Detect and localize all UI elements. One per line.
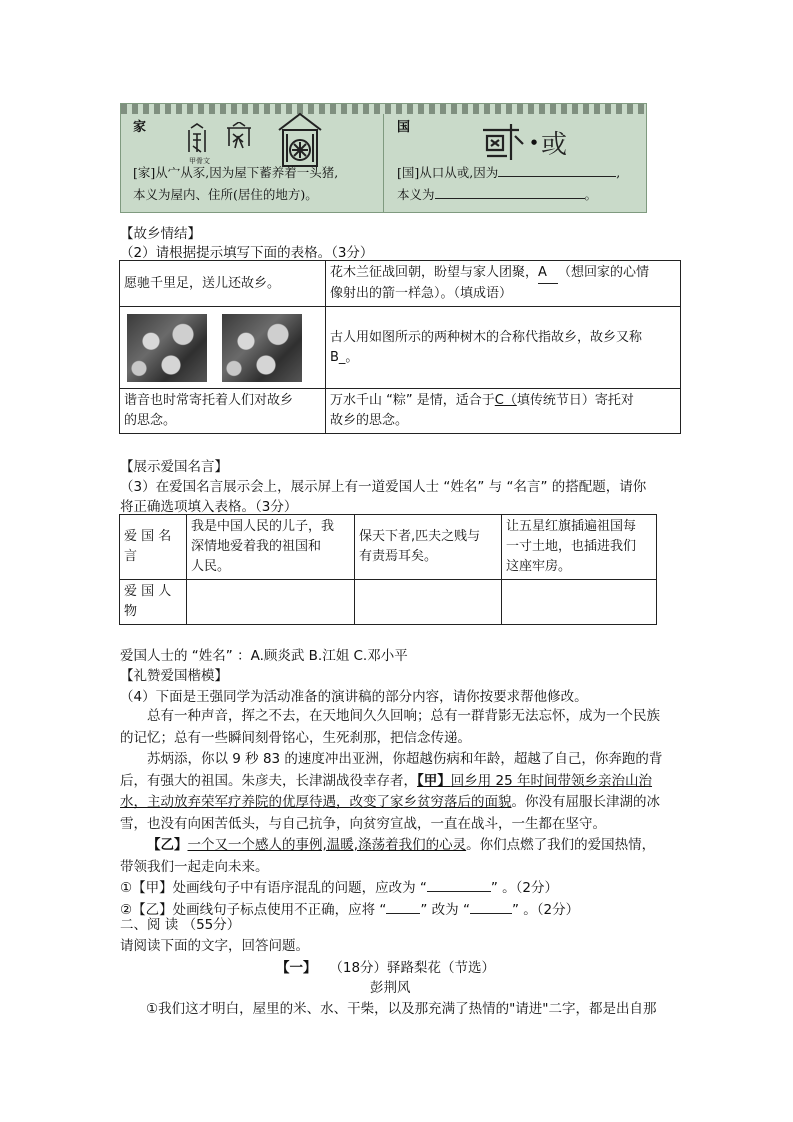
- passage-author: 彭荆风: [370, 980, 411, 996]
- section-heading-reading: 二、阅 读 （55分）: [120, 917, 241, 933]
- hometown-r3c2-c: 故乡的思念。: [330, 413, 409, 428]
- answer-cell-2[interactable]: [355, 580, 502, 625]
- quote-1-b: 深情地爱着我的祖国和: [191, 539, 322, 554]
- fill-blank-jia[interactable]: [427, 891, 491, 892]
- sentence-yi: 一个又一个感人的事例,温暖,涤荡着我们的心灵: [187, 837, 467, 853]
- speech-p2-c-2: 。你没有屈服长津湖的冰: [511, 794, 660, 810]
- speech-p2-c: [120, 792, 680, 814]
- reading-intro: 请阅读下面的文字，回答问题。: [120, 938, 309, 954]
- figure-right-title: 国: [397, 120, 411, 135]
- question-4b-end: ” 。（2分）: [511, 901, 580, 918]
- figure-right-text-2b: 。: [584, 187, 598, 202]
- question-4a-end: ” 。（2分）: [490, 880, 559, 896]
- figure-left-title: 家: [133, 120, 147, 135]
- question-3-prompt-1: （3）在爱国名言展示会上，展示屏上有一道爱国人士 “姓名” 与 “名言” 的搭配题，请你: [120, 479, 647, 495]
- figure-right-text-1: [397, 162, 647, 184]
- figure-right-text-2a: 本义为: [397, 187, 435, 202]
- question-4b-mid: ” 改为 “: [420, 901, 470, 918]
- tree-photo-2-image: [222, 314, 302, 382]
- section-heading-hometown: 【故乡情结】: [120, 226, 201, 242]
- hometown-r3c2-b: 填传统节日）寄托对: [516, 393, 634, 408]
- quotes-label-row1: [120, 515, 187, 580]
- hometown-r1c2-b: （想回家的心情: [558, 265, 650, 280]
- character-origin-figure: [120, 103, 647, 213]
- hometown-r3c1-a: 谐音也时常寄托着人们对故乡: [124, 393, 294, 408]
- quote-1-a: 我是中国人民的儿子，我: [191, 519, 335, 534]
- figure-left-caption: 甲骨文: [189, 157, 210, 165]
- quote-2: [355, 515, 502, 580]
- quote-1: [187, 515, 355, 580]
- mark-jia: 【甲】: [417, 772, 451, 789]
- quote-3-b: 一寸土地，也插进我们: [506, 539, 637, 554]
- speech-p2-a: 苏炳添，你以 9 秒 83 的速度冲出亚洲，你超越伤病和年龄，超越了自己，你奔跑的背: [147, 751, 663, 767]
- fill-blank-A[interactable]: A: [538, 263, 558, 284]
- quote-3-a: 让五星红旗插遍祖国每: [506, 519, 637, 534]
- question-4a: [120, 878, 680, 900]
- speech-p3-a: [120, 835, 680, 857]
- speech-p3-b: 带领我们一起走向未来。: [120, 858, 269, 875]
- fill-blank-yi-from[interactable]: [386, 913, 420, 914]
- quote-1-c: 人民。: [191, 559, 231, 574]
- hometown-r1c2-a: 花木兰征战回朝，盼望与家人团聚，: [330, 265, 539, 280]
- hometown-r2c2-a: 古人用如图所示的两种树木的合称代指故乡，故乡又称: [330, 329, 643, 345]
- figure-divider: [383, 114, 384, 212]
- question-2-prompt: （2）请根据提示填写下面的表格。（3分）: [120, 245, 374, 261]
- passage-title-text: （18分）驿路梨花（节选）: [329, 960, 496, 976]
- passage-paragraph-1: ①我们这才明白，屋里的米、水、干柴，以及那充满了热情的"请进"二字，都是出自那: [146, 1001, 657, 1017]
- quotes-label-row2-b: 物: [124, 604, 138, 619]
- hometown-r2c2: [326, 307, 681, 389]
- ancient-guo-glyph-image: [479, 122, 539, 162]
- figure-right-glyph: 或: [541, 130, 568, 160]
- hometown-r3c2-a: 万水千山 “粽” 是情，适合于: [330, 393, 495, 408]
- house-glyph-image: [271, 110, 329, 168]
- hometown-r1c2: [326, 261, 681, 307]
- sentence-jia-part2: 水，主动放弃荣军疗养院的优厚待遇，改变了家乡贫穷落后的面貌: [120, 794, 512, 810]
- figure-right-text-1b: ,: [616, 165, 621, 180]
- mark-yi: 【乙】: [147, 837, 188, 853]
- quote-2-a: 保天下者,匹夫之贱与: [359, 529, 481, 544]
- speech-p3-a-2: 。你们点燃了我们的爱国热情，: [466, 837, 656, 853]
- hometown-r1c2-c: 像射出的箭一样急）。（填成语）: [330, 286, 513, 301]
- answer-cell-3[interactable]: [502, 580, 657, 625]
- quote-3-c: 这座牢房。: [506, 559, 572, 574]
- question-4b-text: ②【乙】处画线句子标点使用不正确，应将 “: [120, 901, 387, 918]
- passage-mark: 【一】: [276, 960, 317, 976]
- fill-blank-C[interactable]: C（: [494, 393, 517, 408]
- figure-left-text-2: 本义为屋内、住所(居住的地方)。: [133, 187, 318, 202]
- hometown-table: [119, 260, 681, 434]
- fill-blank-B[interactable]: B_。: [330, 349, 359, 365]
- quotes-label-row2: [120, 580, 187, 625]
- hometown-r3c2: [326, 389, 681, 434]
- speech-p2-d: 雪，也没有向困苦低头，与自己抗争，向贫穷宣战，一直在战斗，一生都在坚守。: [120, 815, 606, 832]
- speech-p1-b: 的记忆；总有一些瞬间刻骨铭心，生死刹那，把信念传递。: [120, 729, 471, 746]
- fill-blank-guo-reason[interactable]: [498, 176, 616, 177]
- question-4a-text: ①【甲】处画线句子中有语序混乱的问题，应改为 “: [120, 880, 427, 896]
- section-heading-models: 【礼赞爱国楷模】: [120, 668, 228, 684]
- speech-p2-b: [120, 771, 680, 793]
- section-heading-quotes: 【展示爱国名言】: [120, 459, 228, 475]
- figure-right-text-1a: [国]从口从戓,因为: [397, 165, 499, 180]
- fill-blank-guo-meaning[interactable]: [435, 198, 585, 199]
- sentence-jia-part1: 回乡用 25 年时间带领乡亲治山治: [450, 772, 653, 789]
- quotes-label-row1-b: 言: [124, 549, 138, 564]
- question-4-prompt: （4）下面是王强同学为活动准备的演讲稿的部分内容，请你按要求帮他修改。: [120, 689, 588, 705]
- quote-2-b: 有责焉耳矣。: [359, 549, 438, 564]
- speech-p1-a: 总有一种声音，挥之不去，在天地间久久回响；总有一群背影无法忘怀，成为一个民族: [147, 708, 660, 724]
- hometown-r1c1: 愿驰千里足，送儿还故乡。: [120, 261, 326, 307]
- hometown-r3c1: [120, 389, 326, 434]
- speech-p2-b-1: 后，有强大的祖国。朱彦夫，长津湖战役幸存者，: [120, 772, 417, 789]
- quote-3: [502, 515, 657, 580]
- figure-left-text: [133, 162, 383, 206]
- speech-excerpt: [120, 706, 680, 921]
- figure-top-strip: [121, 104, 646, 114]
- figure-right-text-2: [397, 184, 647, 206]
- hometown-r3c1-b: 的思念。: [124, 413, 177, 428]
- answer-cell-1[interactable]: [187, 580, 355, 625]
- quotes-label-row1-a: 爱 国 名: [124, 529, 172, 544]
- quotes-label-row2-a: 爱 国 人: [124, 584, 172, 599]
- tree-photo-1-image: [127, 314, 207, 382]
- quotes-table: [119, 514, 657, 625]
- question-3-prompt-2: 将正确选项填入表格。（3分）: [120, 499, 298, 515]
- hometown-r2c1-photos: [120, 307, 326, 389]
- figure-left-text-1: [家]从宀从豕,因为屋下蓄养着一头猪,: [133, 165, 339, 180]
- fill-blank-yi-to[interactable]: [470, 913, 512, 914]
- dot-separator: ●: [531, 138, 538, 146]
- figure-right-text: [397, 162, 647, 206]
- passage-title: [276, 956, 495, 976]
- patriot-names-options: 爱国人士的 “姓名” ：A.顾炎武 B.江姐 C.邓小平: [120, 648, 408, 664]
